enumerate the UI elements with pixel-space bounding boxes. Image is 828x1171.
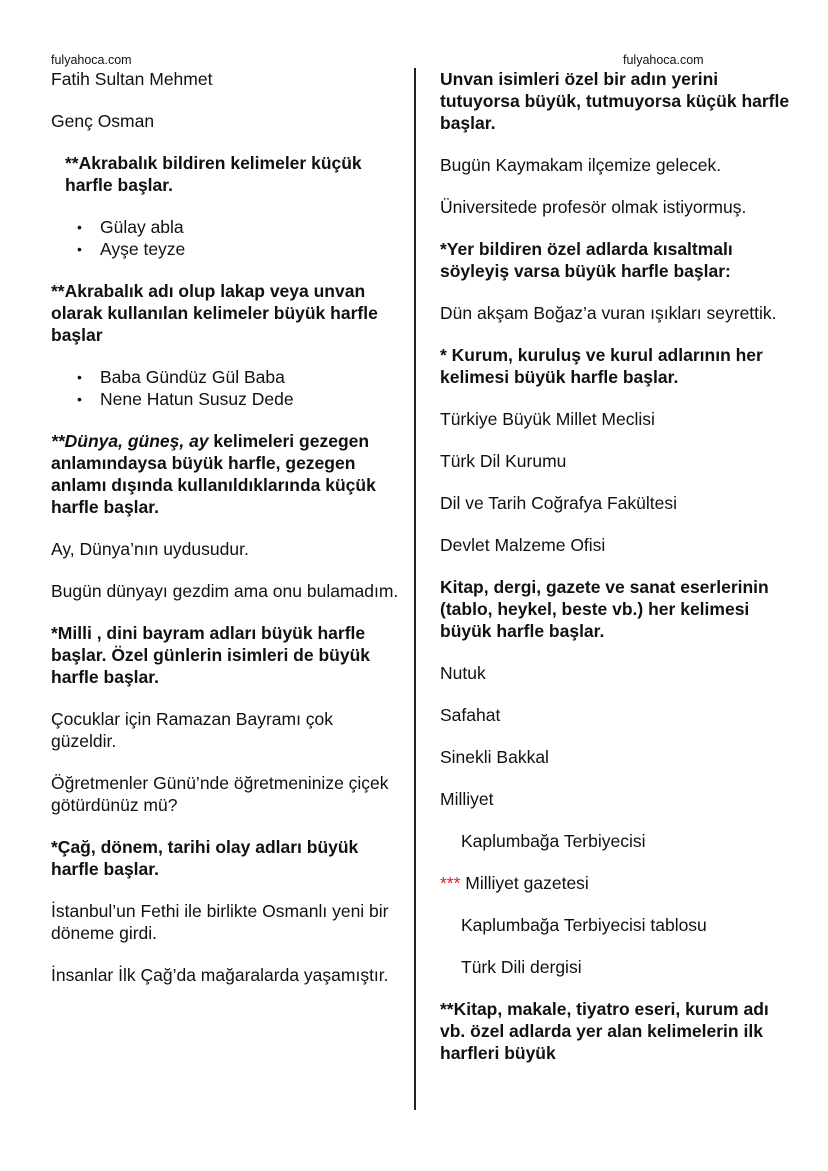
example-text: Safahat bbox=[440, 705, 501, 725]
list-item: • Gülay abla bbox=[100, 216, 401, 238]
rule-heading bbox=[51, 430, 401, 518]
example-text: Çocuklar için Ramazan Bayramı çok güzeldir. bbox=[51, 709, 334, 751]
example-list bbox=[51, 366, 401, 410]
rule-heading: Kitap, dergi, gazete ve sanat eserlerinin (tablo, heykel, beste vb.) her kelimesi büyük harfle başlar. bbox=[440, 577, 769, 641]
example-text: Türk Dil Kurumu bbox=[440, 451, 567, 471]
list-item: • Baba Gündüz Gül Baba bbox=[100, 366, 401, 388]
rule-heading: **Akrabalık bildiren kelimeler küçük harfle başlar. bbox=[65, 153, 362, 195]
example-text: Türkiye Büyük Millet Meclisi bbox=[440, 409, 655, 429]
example-text: Ay, Dünya’nın uydusudur. bbox=[51, 539, 249, 559]
note-text: Milliyet gazetesi bbox=[460, 873, 589, 893]
rule-italic-part: **Dünya, güneş, ay bbox=[51, 431, 209, 451]
example-note bbox=[440, 872, 790, 894]
example-text: Sinekli Bakkal bbox=[440, 747, 549, 767]
rule-rest-part: kelimeleri gezegen anlamındaysa büyük harfle, gezegen anlamı dışında kullanıldıklarında küçük harfle başlar. bbox=[51, 431, 376, 517]
site-watermark-left: fulyahoca.com bbox=[51, 53, 132, 67]
example-text: Kaplumbağa Terbiyecisi bbox=[461, 831, 646, 851]
example-text: Üniversitede profesör olmak istiyormuş. bbox=[440, 197, 747, 217]
left-column bbox=[51, 68, 401, 1006]
example-text: Türk Dili dergisi bbox=[461, 957, 582, 977]
red-asterisks: *** bbox=[440, 873, 461, 893]
example-text: Devlet Malzeme Ofisi bbox=[440, 535, 606, 555]
example-text: İstanbul’un Fethi ile birlikte Osmanlı yeni bir döneme girdi. bbox=[51, 901, 389, 943]
rule-heading: * Kurum, kuruluş ve kurul adlarının her kelimesi büyük harfle başlar. bbox=[440, 345, 763, 387]
list-item: • Nene Hatun Susuz Dede bbox=[100, 388, 401, 410]
rule-heading: **Akrabalık adı olup lakap veya unvan olarak kullanılan kelimeler büyük harfle başlar bbox=[51, 281, 378, 345]
example-text: Kaplumbağa Terbiyecisi tablosu bbox=[461, 915, 707, 935]
right-column bbox=[440, 68, 790, 1084]
example-text: Dün akşam Boğaz’a vuran ışıkları seyrettik. bbox=[440, 303, 777, 323]
example-text: Fatih Sultan Mehmet bbox=[51, 69, 213, 89]
rule-heading: **Kitap, makale, tiyatro eseri, kurum adı vb. özel adlarda yer alan kelimelerin ilk harfleri büyük bbox=[440, 999, 769, 1063]
site-watermark-right: fulyahoca.com bbox=[623, 53, 704, 67]
example-text: Bugün Kaymakam ilçemize gelecek. bbox=[440, 155, 722, 175]
list-item: • Ayşe teyze bbox=[100, 238, 401, 260]
example-text: Genç Osman bbox=[51, 111, 155, 131]
rule-heading: *Çağ, dönem, tarihi olay adları büyük harfle başlar. bbox=[51, 837, 359, 879]
example-text: Öğretmenler Günü’nde öğretmeninize çiçek götürdünüz mü? bbox=[51, 773, 389, 815]
example-text: Nutuk bbox=[440, 663, 486, 683]
example-text: Milliyet bbox=[440, 789, 494, 809]
column-divider bbox=[414, 68, 416, 1110]
example-text: İnsanlar İlk Çağ’da mağaralarda yaşamıştır. bbox=[51, 965, 389, 985]
rule-heading: Unvan isimleri özel bir adın yerini tutuyorsa büyük, tutmuyorsa küçük harfle başlar. bbox=[440, 69, 790, 133]
example-text: Dil ve Tarih Coğrafya Fakültesi bbox=[440, 493, 677, 513]
example-list bbox=[51, 216, 401, 260]
example-text: Bugün dünyayı gezdim ama onu bulamadım. bbox=[51, 581, 399, 601]
rule-heading: *Milli , dini bayram adları büyük harfle başlar. Özel günlerin isimleri de büyük harfle başlar. bbox=[51, 623, 370, 687]
rule-heading: *Yer bildiren özel adlarda kısaltmalı söyleyiş varsa büyük harfle başlar: bbox=[440, 239, 733, 281]
